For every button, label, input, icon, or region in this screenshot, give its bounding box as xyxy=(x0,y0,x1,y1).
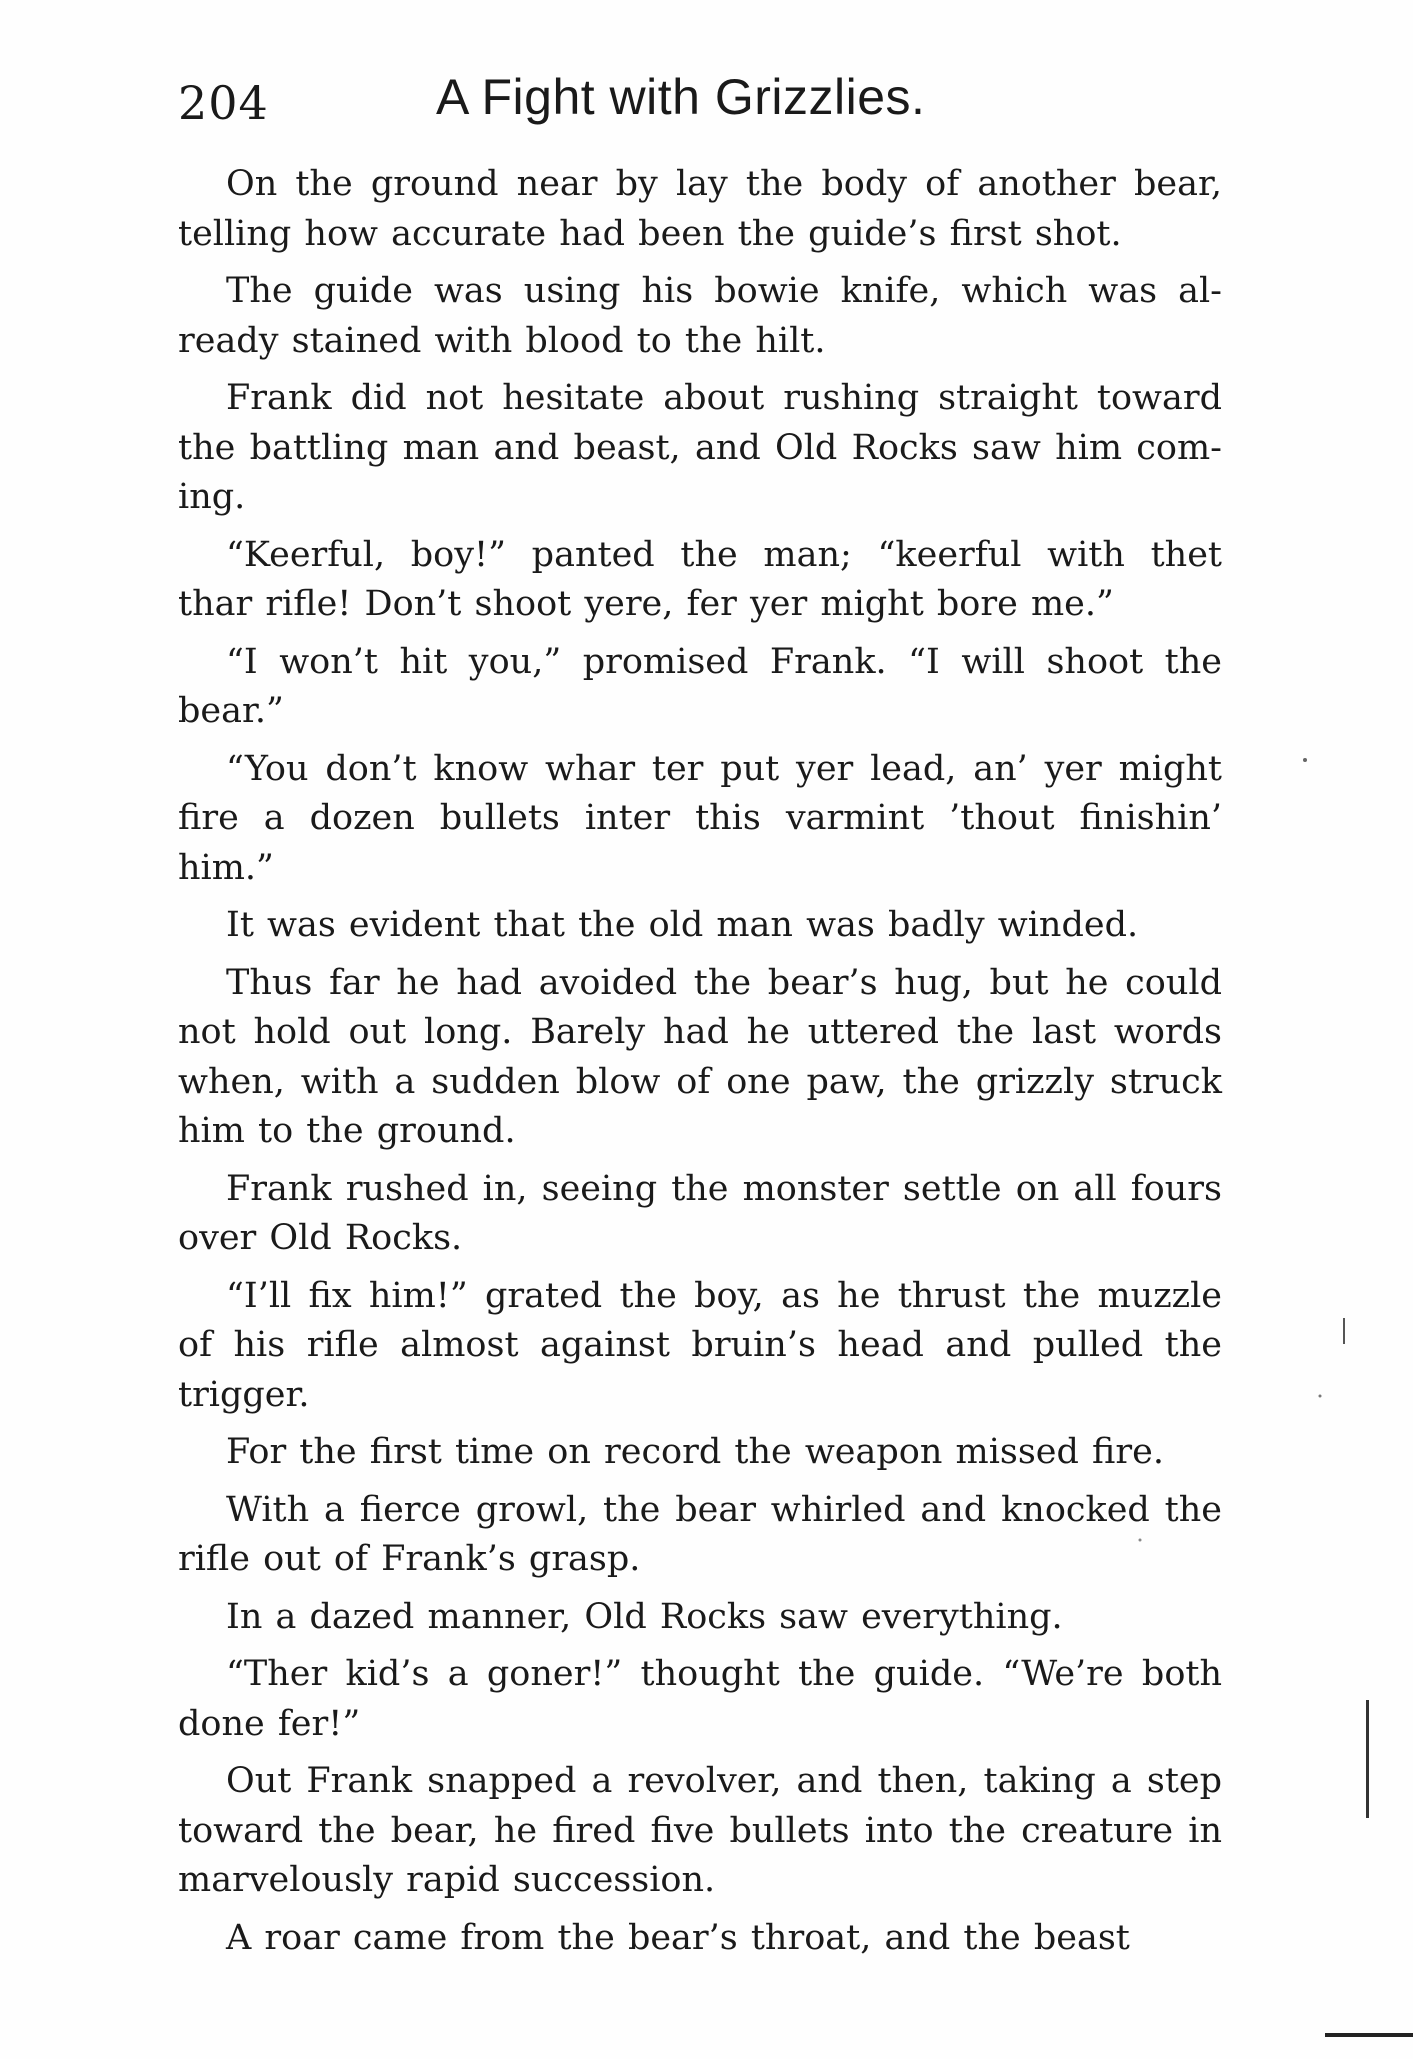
paragraph xyxy=(178,1272,1222,1421)
text-line: “I won’t hit you,” promised Frank. “I will shoot the xyxy=(226,641,1222,682)
text-line: done fer!” xyxy=(178,1703,361,1744)
page-header xyxy=(178,68,1238,138)
paragraph xyxy=(178,160,1222,259)
text-line: telling how accurate had been the guide’s first shot. xyxy=(178,213,1122,254)
paragraph xyxy=(178,531,1222,630)
body-text xyxy=(178,160,1222,1971)
text-line: marvelously rapid succession. xyxy=(178,1860,716,1900)
text-line: Frank rushed in, seeing the monster settle on all fours xyxy=(226,1168,1222,1209)
text-line: when, with a sudden blow of one paw, the grizzly struck xyxy=(178,1061,1222,1102)
text-line: over Old Rocks. xyxy=(178,1218,463,1258)
paragraph xyxy=(178,1428,1222,1478)
text-line: bear.” xyxy=(178,691,284,731)
text-line: toward the bear, he fired five bullets into the creature in xyxy=(178,1810,1222,1851)
paragraph xyxy=(178,959,1222,1157)
text-line: thar rifle! Don’t shoot yere, fer yer might bore me.” xyxy=(178,584,1114,624)
paragraph xyxy=(178,1165,1222,1264)
text-line: ready stained with blood to the hilt. xyxy=(178,320,826,361)
paragraph xyxy=(178,1486,1222,1585)
paragraph xyxy=(178,745,1222,894)
running-title: A Fight with Grizzlies. xyxy=(436,69,926,125)
text-line: In a dazed manner, Old Rocks saw everything. xyxy=(226,1596,1063,1637)
page-number: 204 xyxy=(178,76,269,130)
text-line: ing. xyxy=(178,477,246,517)
text-line: of his rifle almost against bruin’s head and pulled the xyxy=(178,1325,1222,1365)
text-line: him.” xyxy=(178,847,274,888)
paragraph xyxy=(178,1757,1222,1906)
text-line: “Keerful, boy!” panted the man; “keerful with thet xyxy=(226,534,1222,575)
text-line: A roar came from the bear’s throat, and the beast xyxy=(226,1917,1130,1958)
text-line: It was evident that the old man was badly winded. xyxy=(226,905,1139,945)
text-line: Frank did not hesitate about rushing straight toward xyxy=(226,378,1222,418)
text-line: “Ther kid’s a goner!” thought the guide. “We’re both xyxy=(226,1654,1222,1694)
text-line: rifle out of Frank’s grasp. xyxy=(178,1539,641,1579)
text-line: “You don’t know whar ter put yer lead, an’ yer might xyxy=(226,748,1222,789)
text-line: not hold out long. Barely had he uttered the last words xyxy=(178,1012,1222,1052)
paragraph xyxy=(178,1593,1222,1643)
paragraph xyxy=(178,901,1222,951)
paragraph xyxy=(178,1914,1222,1964)
text-line: On the ground near by lay the body of another bear, xyxy=(226,164,1222,204)
paragraph xyxy=(178,374,1222,523)
text-line: For the first time on record the weapon missed fire. xyxy=(226,1432,1164,1472)
text-line: the battling man and beast, and Old Rocks saw him com- xyxy=(178,427,1222,468)
paragraph xyxy=(178,638,1222,737)
text-line: Thus far he had avoided the bear’s hug, but he could xyxy=(226,962,1222,1003)
paragraph xyxy=(178,1650,1222,1749)
text-line: him to the ground. xyxy=(178,1111,516,1151)
text-line: The guide was using his bowie knife, which was al- xyxy=(226,271,1222,311)
text-line: With a fierce growl, the bear whirled and knocked the xyxy=(226,1489,1222,1530)
text-line: trigger. xyxy=(178,1374,310,1415)
text-line: “I’ll fix him!” grated the boy, as he thrust the muzzle xyxy=(226,1275,1222,1316)
paragraph xyxy=(178,267,1222,366)
text-line: fire a dozen bullets inter this varmint ’thout finishin’ xyxy=(178,798,1222,838)
text-line: Out Frank snapped a revolver, and then, taking a step xyxy=(226,1761,1222,1801)
